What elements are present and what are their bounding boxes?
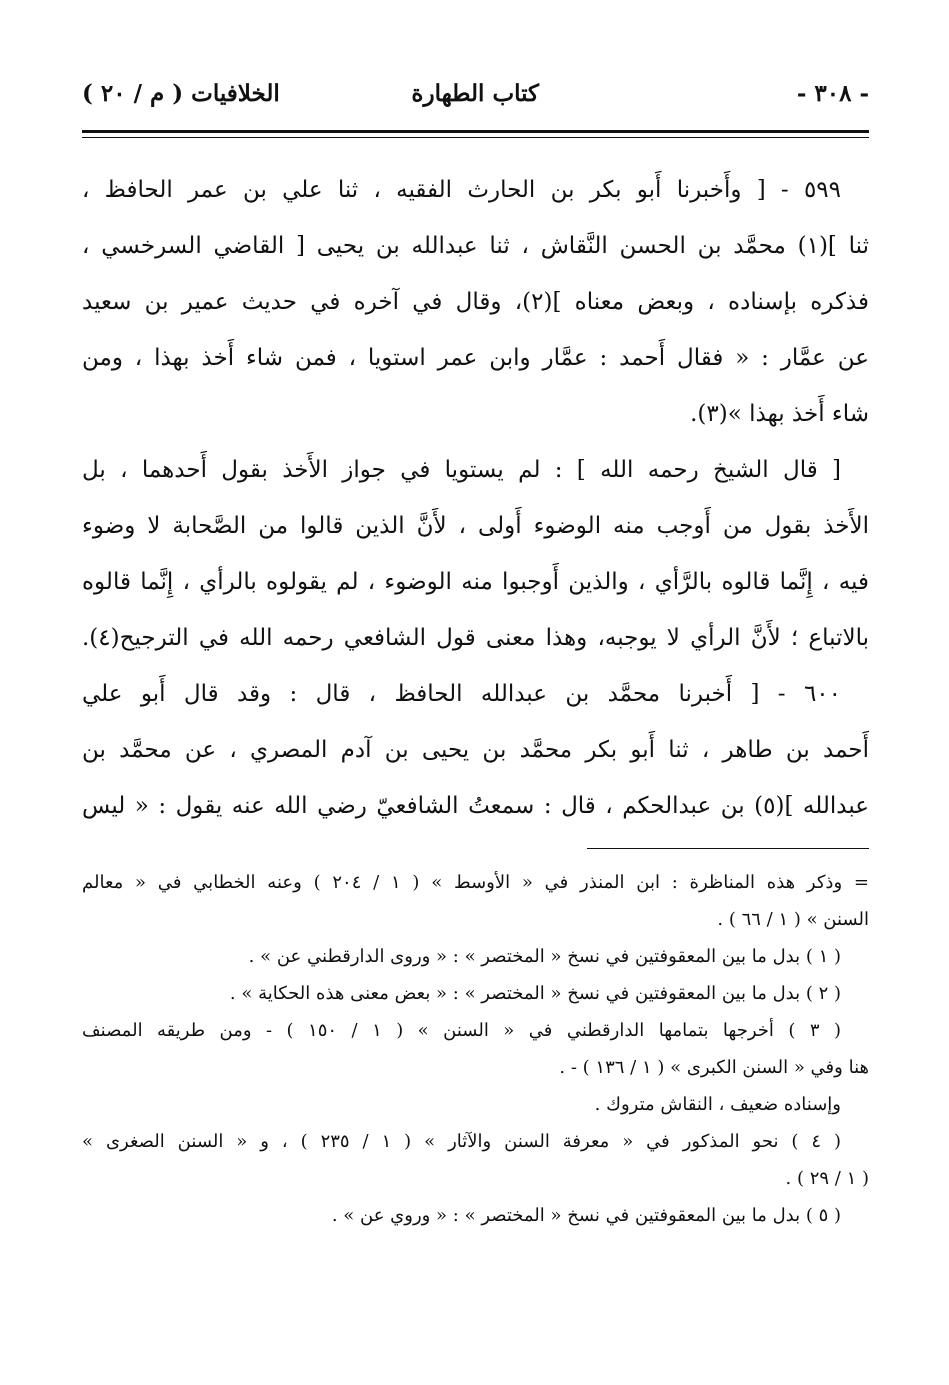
text-line: عبدالله ](٥) بن عبدالحكم ، قال : سمعتُ الشافعيّ رضي الله عنه يقول : « ليس: [82, 793, 869, 819]
footnote-line: ( ١ ) بدل ما بين المعقوفتين في نسخ « المختصر » : « وروى الدارقطني عن » .: [248, 946, 841, 967]
footnote-line: وإسناده ضعيف ، النقاش متروك .: [594, 1094, 841, 1115]
volume-label: الخلافيات ( م / ٢٠ ): [82, 80, 280, 107]
text-line: الأَخذ بقول من أَوجب منه الوضوء أَولى ، لأَنَّ الذين قالوا من الصَّحابة لا وضوء: [82, 513, 869, 539]
footnote-line: ( ٣ ) أخرجها بتمامها الدارقطني في « السنن » ( ١ / ١٥٠ ) - ومن طريقه المصنف: [82, 1020, 842, 1041]
text-line: [ قال الشيخ رحمه الله ] : لم يستويا في جواز الأَخذ بقول أَحدهما ، بل: [82, 457, 841, 483]
footnote-line: ( ٢ ) بدل ما بين المعقوفتين في نسخ « المختصر » : « بعض معنى هذه الحكاية » .: [229, 983, 841, 1004]
text-line: فيه ، إِنَّما قالوه بالرَّأي ، والذين أَوجبوا منه الوضوء ، لم يقولوه بالرأي ، إِنَّما قالوه: [82, 569, 869, 595]
page-header: [82, 74, 869, 124]
footnote-separator: [587, 848, 869, 849]
footnote-line: ( ٥ ) بدل ما بين المعقوفتين في نسخ « المختصر » : « وروي عن » .: [331, 1205, 841, 1226]
footnotes: [82, 864, 869, 1234]
text-line: عن عمَّار : « فقال أَحمد : عمَّار وابن عمر استويا ، فمن شاء أَخذ بهذا ، ومن: [82, 345, 869, 371]
page-number: - ٣٠٨ -: [796, 80, 869, 107]
text-line: فذكره بإسناده ، وبعض معناه ](٢)، وقال في آخره في حديث عمير بن سعيد: [82, 289, 869, 315]
header-rule-thick: [82, 130, 869, 133]
header-rule-thin: [82, 137, 869, 138]
text-line: شاء أَخذ بهذا »(٣).: [690, 401, 869, 427]
text-line: بالاتباع ؛ لأَنَّ الرأي لا يوجبه، وهذا معنى قول الشافعي رحمه الله في الترجيح(٤).: [82, 625, 869, 651]
text-line: ثنا ](١) محمَّد بن الحسن النَّقاش ، ثنا عبدالله بن يحيى [ القاضي السرخسي ،: [82, 233, 869, 259]
footnote-line: هنا وفي « السنن الكبرى » ( ١ / ١٣٦ ) - .: [559, 1057, 869, 1078]
footnote-line: السنن » ( ١ / ٦٦ ) .: [717, 909, 869, 930]
main-text: [82, 162, 869, 834]
footnote-line: ( ٤ ) نحو المذكور في « معرفة السنن والآثار » ( ١ / ٢٣٥ ) ، و « السنن الصغرى »: [82, 1131, 842, 1152]
text-line: أَحمد بن طاهر ، ثنا أَبو بكر محمَّد بن يحيى بن آدم المصري ، عن محمَّد بن: [82, 737, 869, 763]
footnote-line: = وذكر هذه المناظرة : ابن المنذر في « الأوسط » ( ١ / ٢٠٤ ) وعنه الخطابي في « معالم: [82, 872, 869, 893]
footnote-line: ( ١ / ٢٩ ) .: [785, 1168, 869, 1189]
text-line: ٥٩٩ - [ وأَخبرنا أَبو بكر بن الحارث الفقيه ، ثنا علي بن عمر الحافظ ،: [82, 177, 841, 203]
book-title: كتاب الطهارة: [411, 80, 539, 107]
text-line: ٦٠٠ - [ أَخبرنا محمَّد بن عبدالله الحافظ ، قال : وقد قال أَبو علي: [82, 681, 841, 707]
